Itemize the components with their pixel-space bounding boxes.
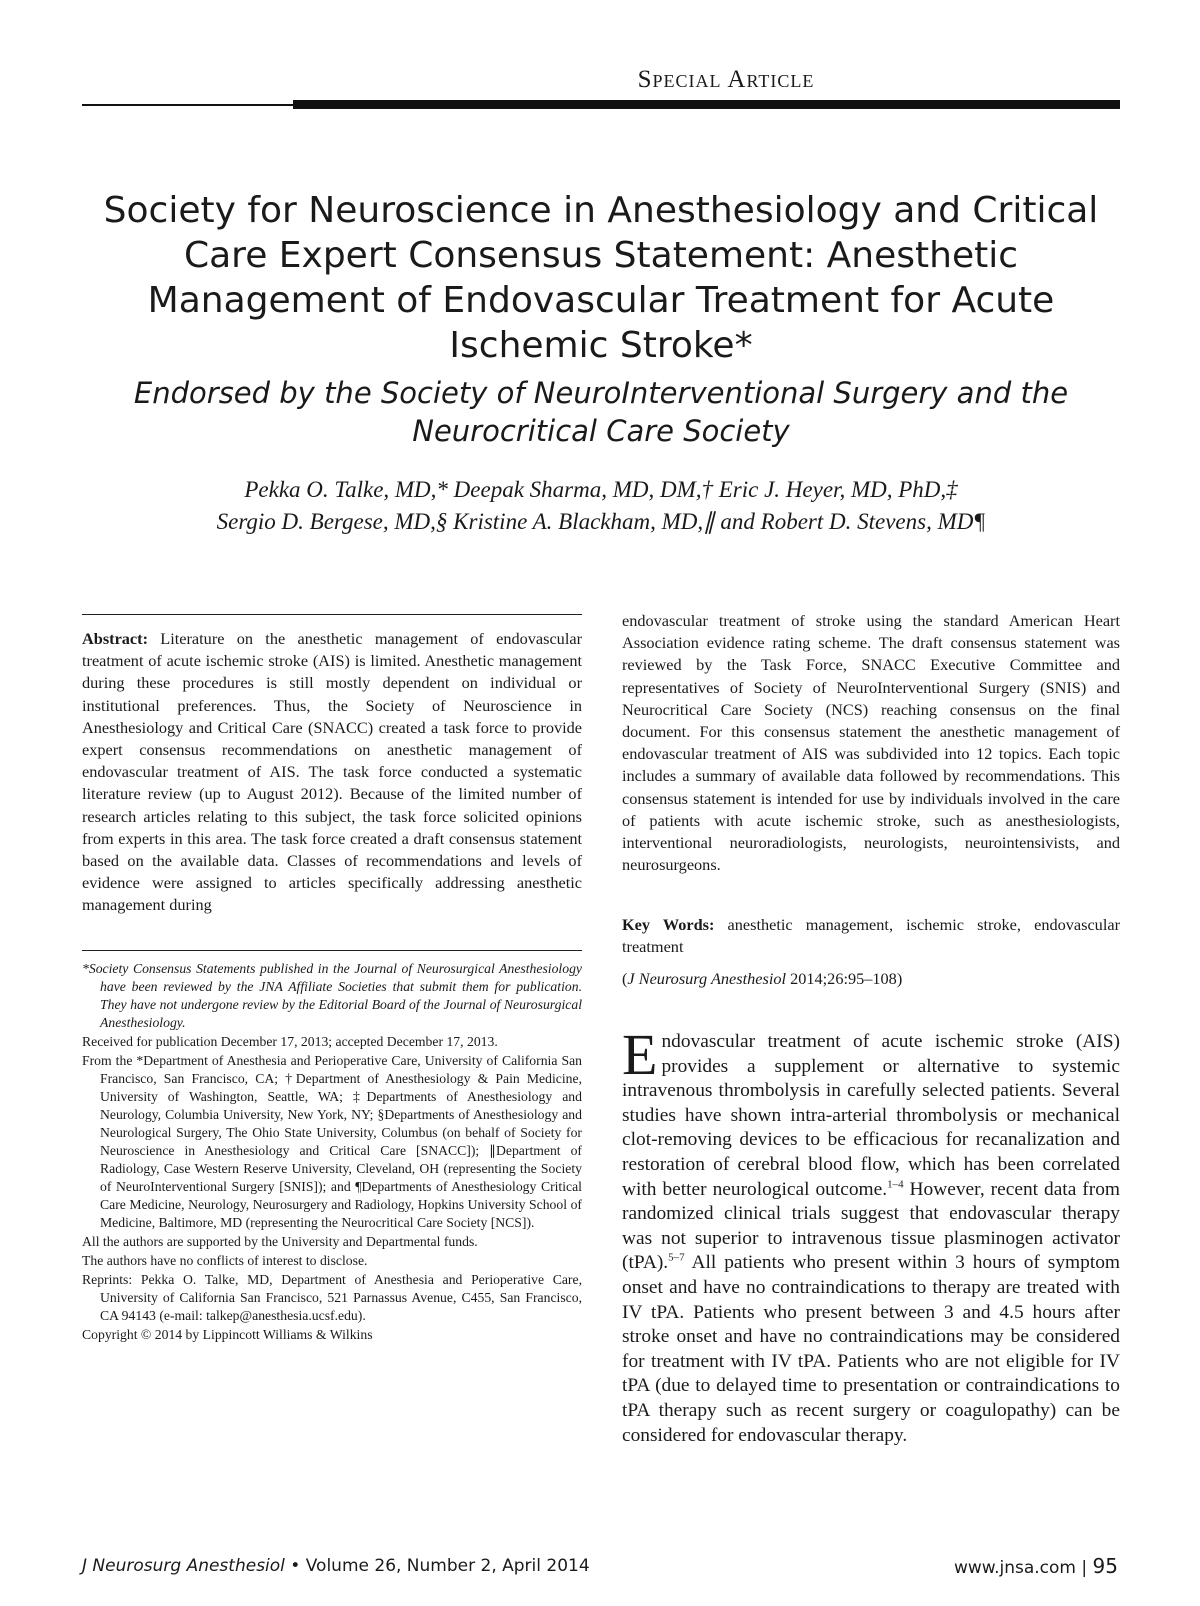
footer-page-info: www.jnsa.com | 95 [953, 1554, 1118, 1578]
reference-1-4: 1–4 [887, 1178, 904, 1191]
footer-journal-info [82, 1556, 590, 1576]
footnote-funding: All the authors are supported by the University and Departmental funds. [82, 1234, 478, 1249]
abstract [82, 628, 582, 917]
article-title: Society for Neuroscience in Anesthesiology and Critical Care Expert Consensus Statement: Anesthetic Management of Endovascular Treatment for Acute Ischemic Stroke* [103, 190, 1099, 366]
section-label: Special Article [637, 66, 815, 93]
footnote-received: Received for publication December 17, 2013; accepted December 17, 2013. [82, 1034, 498, 1049]
body-intro-paragraph: Endovascular treatment of acute ischemic stroke (AIS) provides a supplement or alternative to systemic intravenous thrombolysis in carefully selected patients. Several studies have shown intra-arterial thrombolysis or mechanical clot-removing devices to be efficacious for recanalization and restoration of cerebral blood flow, which has been correlated with better neurological outcome.$^{1-4}$ However, recent data from randomized clinical trials suggest that endovascular therapy was not superior to intravenous tissue plasminogen activator (tPA).$^{5-7}$ All patients who present within 3 hours of symptom onset and have no contraindications to therapy are treated with IV tPA. Patients who present between 3 and 4.5 hours after stroke onset and have no contraindications may be considered for treatment with IV tPA. Patients who are not eligible for IV tPA (due to delayed time to presentation or contraindications to tPA therapy such as recent surgery or coagulopathy) can be considered for endovascular therapy. [622, 1022, 1120, 1446]
footnote-conflicts: The authors have no conflicts of interest to disclose. [82, 1253, 368, 1268]
footnote-rule [82, 950, 582, 951]
keywords-label: Key Words: [622, 915, 715, 934]
citation-details: 2014;26:95–108) [786, 969, 903, 988]
article-subtitle: Endorsed by the Society of NeuroInterventional Surgery and the Neurocritical Care Society [133, 376, 1069, 448]
page-number: 95 [1092, 1554, 1118, 1578]
citation-journal: J Neurosurg Anesthesiol [627, 969, 787, 988]
footer-journal-name: J Neurosurg Anesthesiol [82, 1556, 285, 1576]
footnote-copyright: Copyright © 2014 by Lippincott Williams & Wilkins [82, 1327, 373, 1342]
footnote-affiliations: From the *Department of Anesthesia and Perioperative Care, University of California San Francisco, San Francisco, CA; †Department of Anesthesiology & Pain Medicine, University of Washington, Seattle, WA; ‡Departments of Anesthesiology and Neurology, Columbia University, New York, NY; §Departments of Anesthesiology and Neurological Surgery, The Ohio State University, Columbus (on behalf of Society for Neuroscience in Anesthesiology and Critical Care [SNACC]); ∥Department of Radiology, Case Western Reserve University, Cleveland, OH (representing the Society of NeuroInterventional Surgery [SNIS]); and ¶Departments of Anesthesiology Critical Care Medicine, Neurology, Neurosurgery and Radiology, Hopkins University School of Medicine, Baltimore, MD (representing the Neurocritical Care Society [NCS]). [82, 1053, 582, 1230]
footnotes [82, 960, 582, 1345]
abstract-rule [82, 614, 582, 615]
abstract-label: Abstract: [82, 629, 149, 648]
header-rule-thick [293, 100, 1120, 109]
citation: (J Neurosurg Anesthesiol 2014;26:95–108) [622, 969, 903, 988]
footnote-consensus: *Society Consensus Statements published in the Journal of Neurosurgical Anesthesiology have been reviewed by the JNA Affiliate Societies that submit them for publication. They have not undergone review by the Editorial Board of the Journal of Neurosurgical Anesthesiology. [82, 961, 582, 1030]
reference-5-7: 5–7 [668, 1251, 685, 1264]
footer-issue: • Volume 26, Number 2, April 2014 [284, 1556, 590, 1576]
footer-website: www.jnsa.com [953, 1558, 1076, 1578]
abstract-text-part1: Literature on the anesthetic management of endovascular treatment of acute ischemic stroke (AIS) is limited. Anesthetic management during these procedures is still mostly dependent on individual or institutional preferences. Thus, the Society of Neuroscience in Anesthesiology and Critical Care (SNACC) created a task force to provide expert consensus recommendations on anesthetic management of endovascular treatment of AIS. The task force conducted a systematic literature review (up to August 2012). Because of the limited number of research articles relating to this subject, the task force solicited opinions from experts in this area. The task force created a draft consensus statement based on the available data. Classes of recommendations and levels of evidence were assigned to articles specifically addressing anesthetic management during [82, 629, 582, 915]
author-line-1: Pekka O. Talke, MD,* Deepak Sharma, MD, DM,† Eric J. Heyer, MD, PhD,‡ [244, 477, 958, 502]
author-line-2: Sergio D. Bergese, MD,§ Kristine A. Blackham, MD,∥ and Robert D. Stevens, MD¶ [216, 509, 986, 534]
footnote-reprints: Reprints: Pekka O. Talke, MD, Department of Anesthesia and Perioperative Care, University of California San Francisco, 521 Parnassus Avenue, C455, San Francisco, CA 94143 (e-mail: talkep@anesthesia.ucsf.edu). [82, 1272, 582, 1323]
drop-cap: E [622, 1022, 658, 1087]
author-list [82, 474, 1120, 538]
keywords-text: anesthetic management, ischemic stroke, endovascular treatment [622, 915, 1120, 957]
keywords [622, 914, 1120, 958]
abstract-continued: endovascular treatment of stroke using the standard American Heart Association evidence rating scheme. The draft consensus statement was reviewed by the Task Force, SNACC Executive Committee and representatives of Society of NeuroInterventional Surgery (SNIS) and Neurocritical Care Society (NCS) reaching consensus on the final document. For this consensus statement the anesthetic management of endovascular treatment of AIS was subdivided into 12 topics. Each topic includes a summary of available data followed by recommendations. This consensus statement is intended for use by individuals involved in the care of patients with acute ischemic stroke, such as anesthesiologists, interventional neuroradiologists, neurologists, neurointensivists, and neurosurgeons. [622, 611, 1120, 875]
